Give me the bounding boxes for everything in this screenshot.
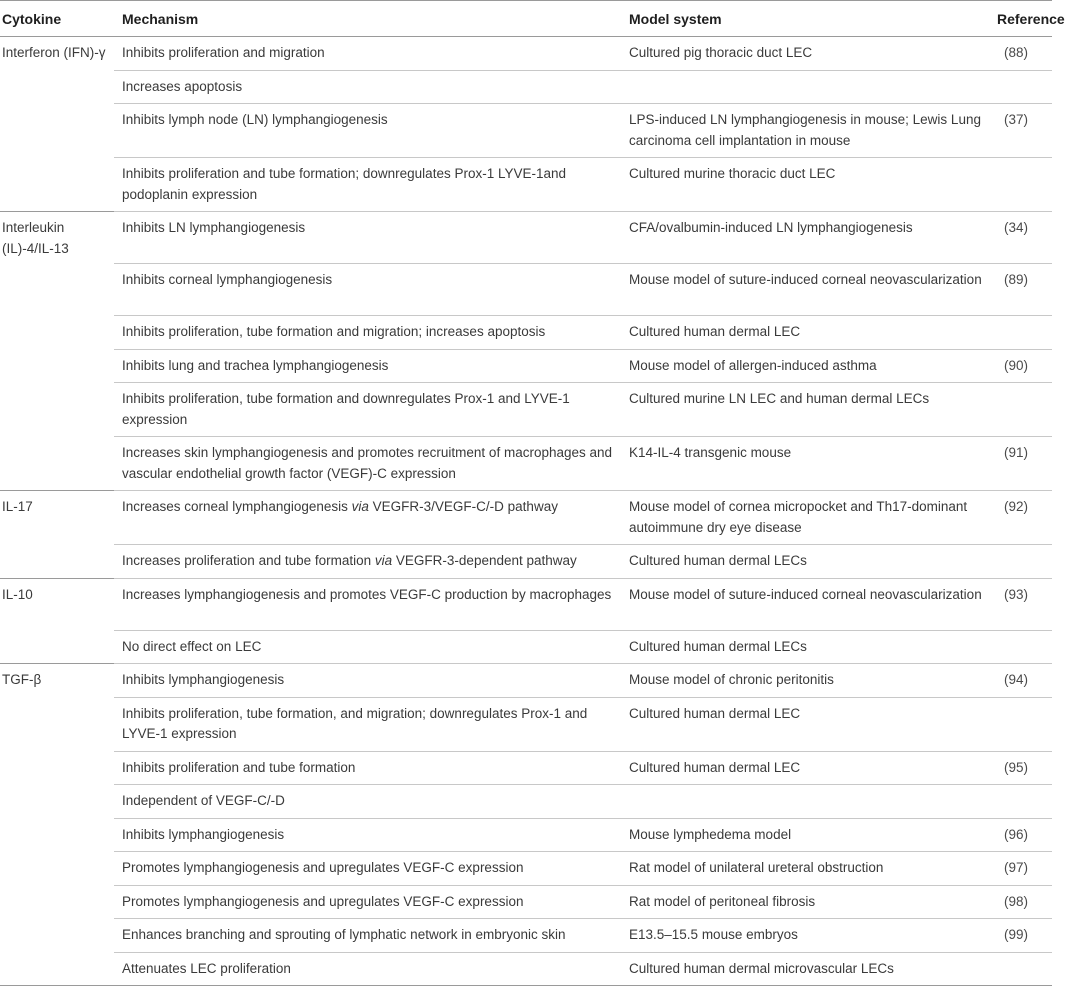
table-row [0,70,1052,104]
reference-cell: (98) [997,885,1052,919]
model-cell: Cultured human dermal LEC [621,697,997,751]
table-row [0,383,1052,437]
table-row [0,37,1052,71]
reference-cell: (37) [997,104,1052,158]
reference-cell: (92) [997,491,1052,545]
mechanism-text: Increases corneal lymphangiogenesis [122,499,352,514]
reference-cell [997,630,1052,664]
cytokine-cell: Interleukin (IL)-4/IL-13 [0,212,114,491]
table-row [0,697,1052,751]
reference-cell [997,158,1052,212]
reference-cell [997,545,1052,579]
mechanism-text: VEGFR-3-dependent pathway [392,553,577,568]
table-row [0,952,1052,986]
mechanism-cell: Inhibits lymphangiogenesis [114,818,621,852]
model-cell: Mouse model of cornea micropocket and Th17-dominant autoimmune dry eye disease [621,491,997,545]
reference-cell: (88) [997,37,1052,71]
mechanism-cell: Independent of VEGF-C/-D [114,785,621,819]
mechanism-cell: Inhibits proliferation, tube formation and downregulates Prox-1 and LYVE-1 expression [114,383,621,437]
header-row [0,1,1052,37]
table-row [0,885,1052,919]
mechanism-cell [114,491,621,545]
model-cell: Cultured human dermal LEC [621,316,997,350]
model-cell [621,785,997,819]
mechanism-cell: Increases lymphangiogenesis and promotes VEGF-C production by macrophages [114,578,621,630]
header-cytokine: Cytokine [0,1,114,37]
model-cell: Cultured human dermal LECs [621,545,997,579]
reference-cell: (95) [997,751,1052,785]
table-row [0,316,1052,350]
mechanism-cell: Inhibits corneal lymphangiogenesis [114,264,621,316]
table-row [0,437,1052,491]
reference-cell: (34) [997,212,1052,264]
mechanism-cell: Attenuates LEC proliferation [114,952,621,986]
model-cell: Cultured human dermal LECs [621,630,997,664]
reference-cell: (89) [997,264,1052,316]
header-mechanism: Mechanism [114,1,621,37]
mechanism-cell: Promotes lymphangiogenesis and upregulates VEGF-C expression [114,852,621,886]
reference-cell: (97) [997,852,1052,886]
table-row [0,212,1052,264]
reference-cell: (93) [997,578,1052,630]
mechanism-cell: Inhibits lung and trachea lymphangiogenesis [114,349,621,383]
mechanism-cell: Inhibits proliferation and migration [114,37,621,71]
table-row [0,158,1052,212]
reference-cell [997,316,1052,350]
model-cell: Mouse lymphedema model [621,818,997,852]
mechanism-emphasis: via [374,553,393,568]
mechanism-cell: Increases apoptosis [114,70,621,104]
model-cell: LPS-induced LN lymphangiogenesis in mouse; Lewis Lung carcinoma cell implantation in mouse [621,104,997,158]
reference-cell [997,785,1052,819]
model-cell: Cultured murine thoracic duct LEC [621,158,997,212]
model-cell [621,70,997,104]
reference-cell: (90) [997,349,1052,383]
model-cell: Rat model of unilateral ureteral obstruction [621,852,997,886]
model-cell: E13.5–15.5 mouse embryos [621,919,997,953]
model-cell: K14-IL-4 transgenic mouse [621,437,997,491]
mechanism-cell: Inhibits proliferation and tube formation; downregulates Prox-1 LYVE-1and podoplanin expression [114,158,621,212]
table-row [0,630,1052,664]
mechanism-cell: Inhibits proliferation and tube formation [114,751,621,785]
mechanism-cell: Increases skin lymphangiogenesis and promotes recruitment of macrophages and vascular endothelial growth factor (VEGF)-C expression [114,437,621,491]
mechanism-cell: Inhibits lymphangiogenesis [114,664,621,698]
mechanism-cell: Enhances branching and sprouting of lymphatic network in embryonic skin [114,919,621,953]
table-row [0,818,1052,852]
model-cell: Cultured murine LN LEC and human dermal LECs [621,383,997,437]
model-cell: Rat model of peritoneal fibrosis [621,885,997,919]
mechanism-cell: Inhibits proliferation, tube formation, and migration; downregulates Prox-1 and LYVE-1 expression [114,697,621,751]
cytokine-cell: TGF-β [0,664,114,986]
mechanism-cell: Inhibits LN lymphangiogenesis [114,212,621,264]
table-row [0,264,1052,316]
mechanism-cell: Promotes lymphangiogenesis and upregulates VEGF-C expression [114,885,621,919]
model-cell: Cultured human dermal microvascular LECs [621,952,997,986]
table-row [0,919,1052,953]
table-header [0,1,1065,37]
header-reference: Reference [997,1,1052,37]
table-row [0,751,1052,785]
cytokine-cell: Interferon (IFN)-γ [0,37,114,212]
header-model-system: Model system [621,1,997,37]
mechanism-cell: No direct effect on LEC [114,630,621,664]
model-cell: CFA/ovalbumin-induced LN lymphangiogenesis [621,212,997,264]
table-row [0,104,1052,158]
mechanism-cell: Inhibits proliferation, tube formation and migration; increases apoptosis [114,316,621,350]
model-cell: Mouse model of suture-induced corneal neovascularization [621,264,997,316]
table-row [0,664,1052,698]
mechanism-emphasis: via [351,499,369,514]
model-cell: Cultured human dermal LEC [621,751,997,785]
model-cell: Mouse model of suture-induced corneal neovascularization [621,578,997,630]
table-row [0,578,1052,630]
reference-cell [997,952,1052,986]
table-row [0,785,1052,819]
reference-cell: (94) [997,664,1052,698]
mechanism-text: Increases proliferation and tube formation [122,553,375,568]
model-cell: Cultured pig thoracic duct LEC [621,37,997,71]
table-row [0,491,1052,545]
reference-cell: (91) [997,437,1052,491]
reference-cell [997,383,1052,437]
table-row [0,349,1052,383]
cytokine-cell: IL-17 [0,491,114,579]
table-row [0,852,1052,886]
reference-cell: (96) [997,818,1052,852]
reference-cell: (99) [997,919,1052,953]
mechanism-cell: Inhibits lymph node (LN) lymphangiogenesis [114,104,621,158]
reference-cell [997,697,1052,751]
table-row [0,545,1052,579]
model-cell: Mouse model of allergen-induced asthma [621,349,997,383]
mechanism-text: VEGFR-3/VEGF-C/-D pathway [368,499,558,514]
reference-cell [997,70,1052,104]
model-cell: Mouse model of chronic peritonitis [621,664,997,698]
mechanism-cell [114,545,621,579]
cytokine-cell: IL-10 [0,578,114,664]
